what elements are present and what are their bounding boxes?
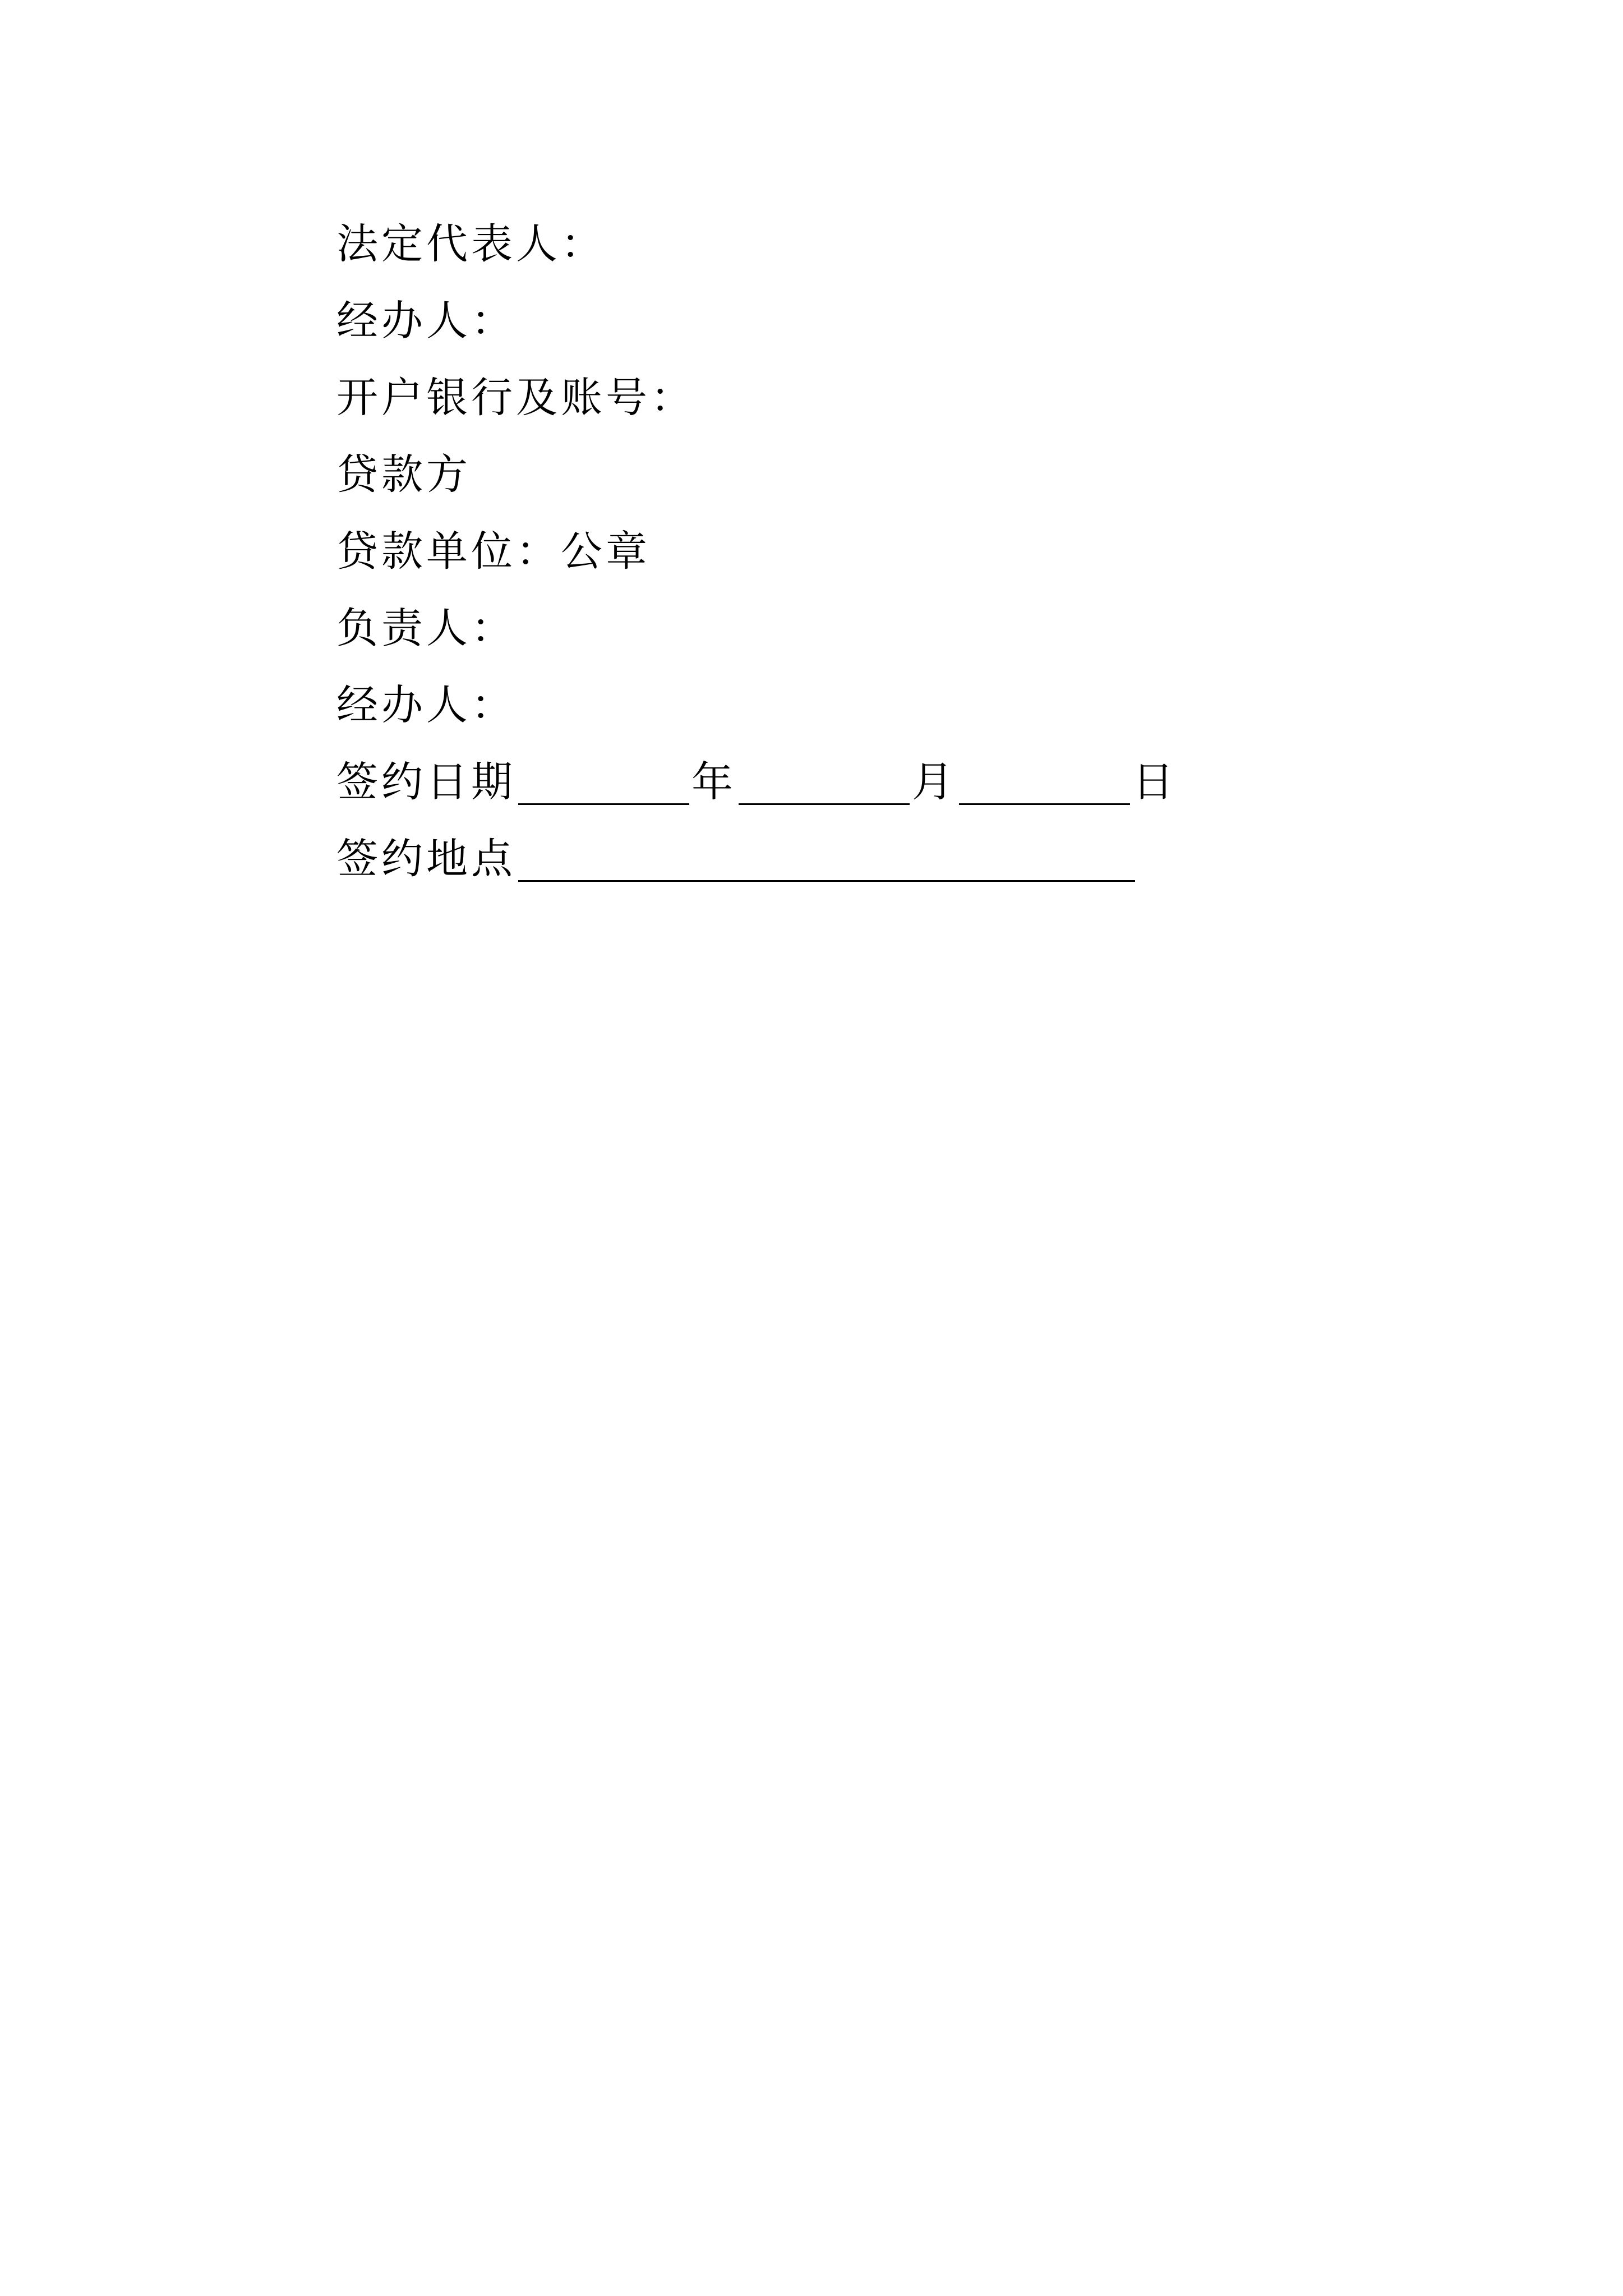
person-in-charge-line: 负责人： [336, 604, 516, 652]
place-blank [518, 825, 1135, 882]
lender-heading: 贷款方 [336, 450, 471, 499]
legal-representative-line: 法定代表人： [336, 220, 606, 268]
day-label: 日 [1132, 758, 1177, 806]
lender-handler-line: 经办人： [336, 681, 516, 729]
year-blank [518, 748, 689, 805]
year-label: 年 [691, 758, 736, 806]
lender-unit-seal-line: 贷款单位：公章 [336, 527, 651, 576]
handler-line: 经办人： [336, 297, 516, 345]
bank-account-line: 开户银行及账号： [336, 374, 695, 422]
signing-date-line [336, 748, 1458, 825]
signing-date-label: 签约日期 [336, 758, 516, 806]
month-blank [739, 748, 910, 805]
month-label: 月 [912, 758, 957, 806]
signature-block [336, 210, 1458, 902]
signing-place-line [336, 825, 1458, 902]
signing-place-label: 签约地点 [336, 835, 516, 883]
day-blank [959, 748, 1130, 805]
